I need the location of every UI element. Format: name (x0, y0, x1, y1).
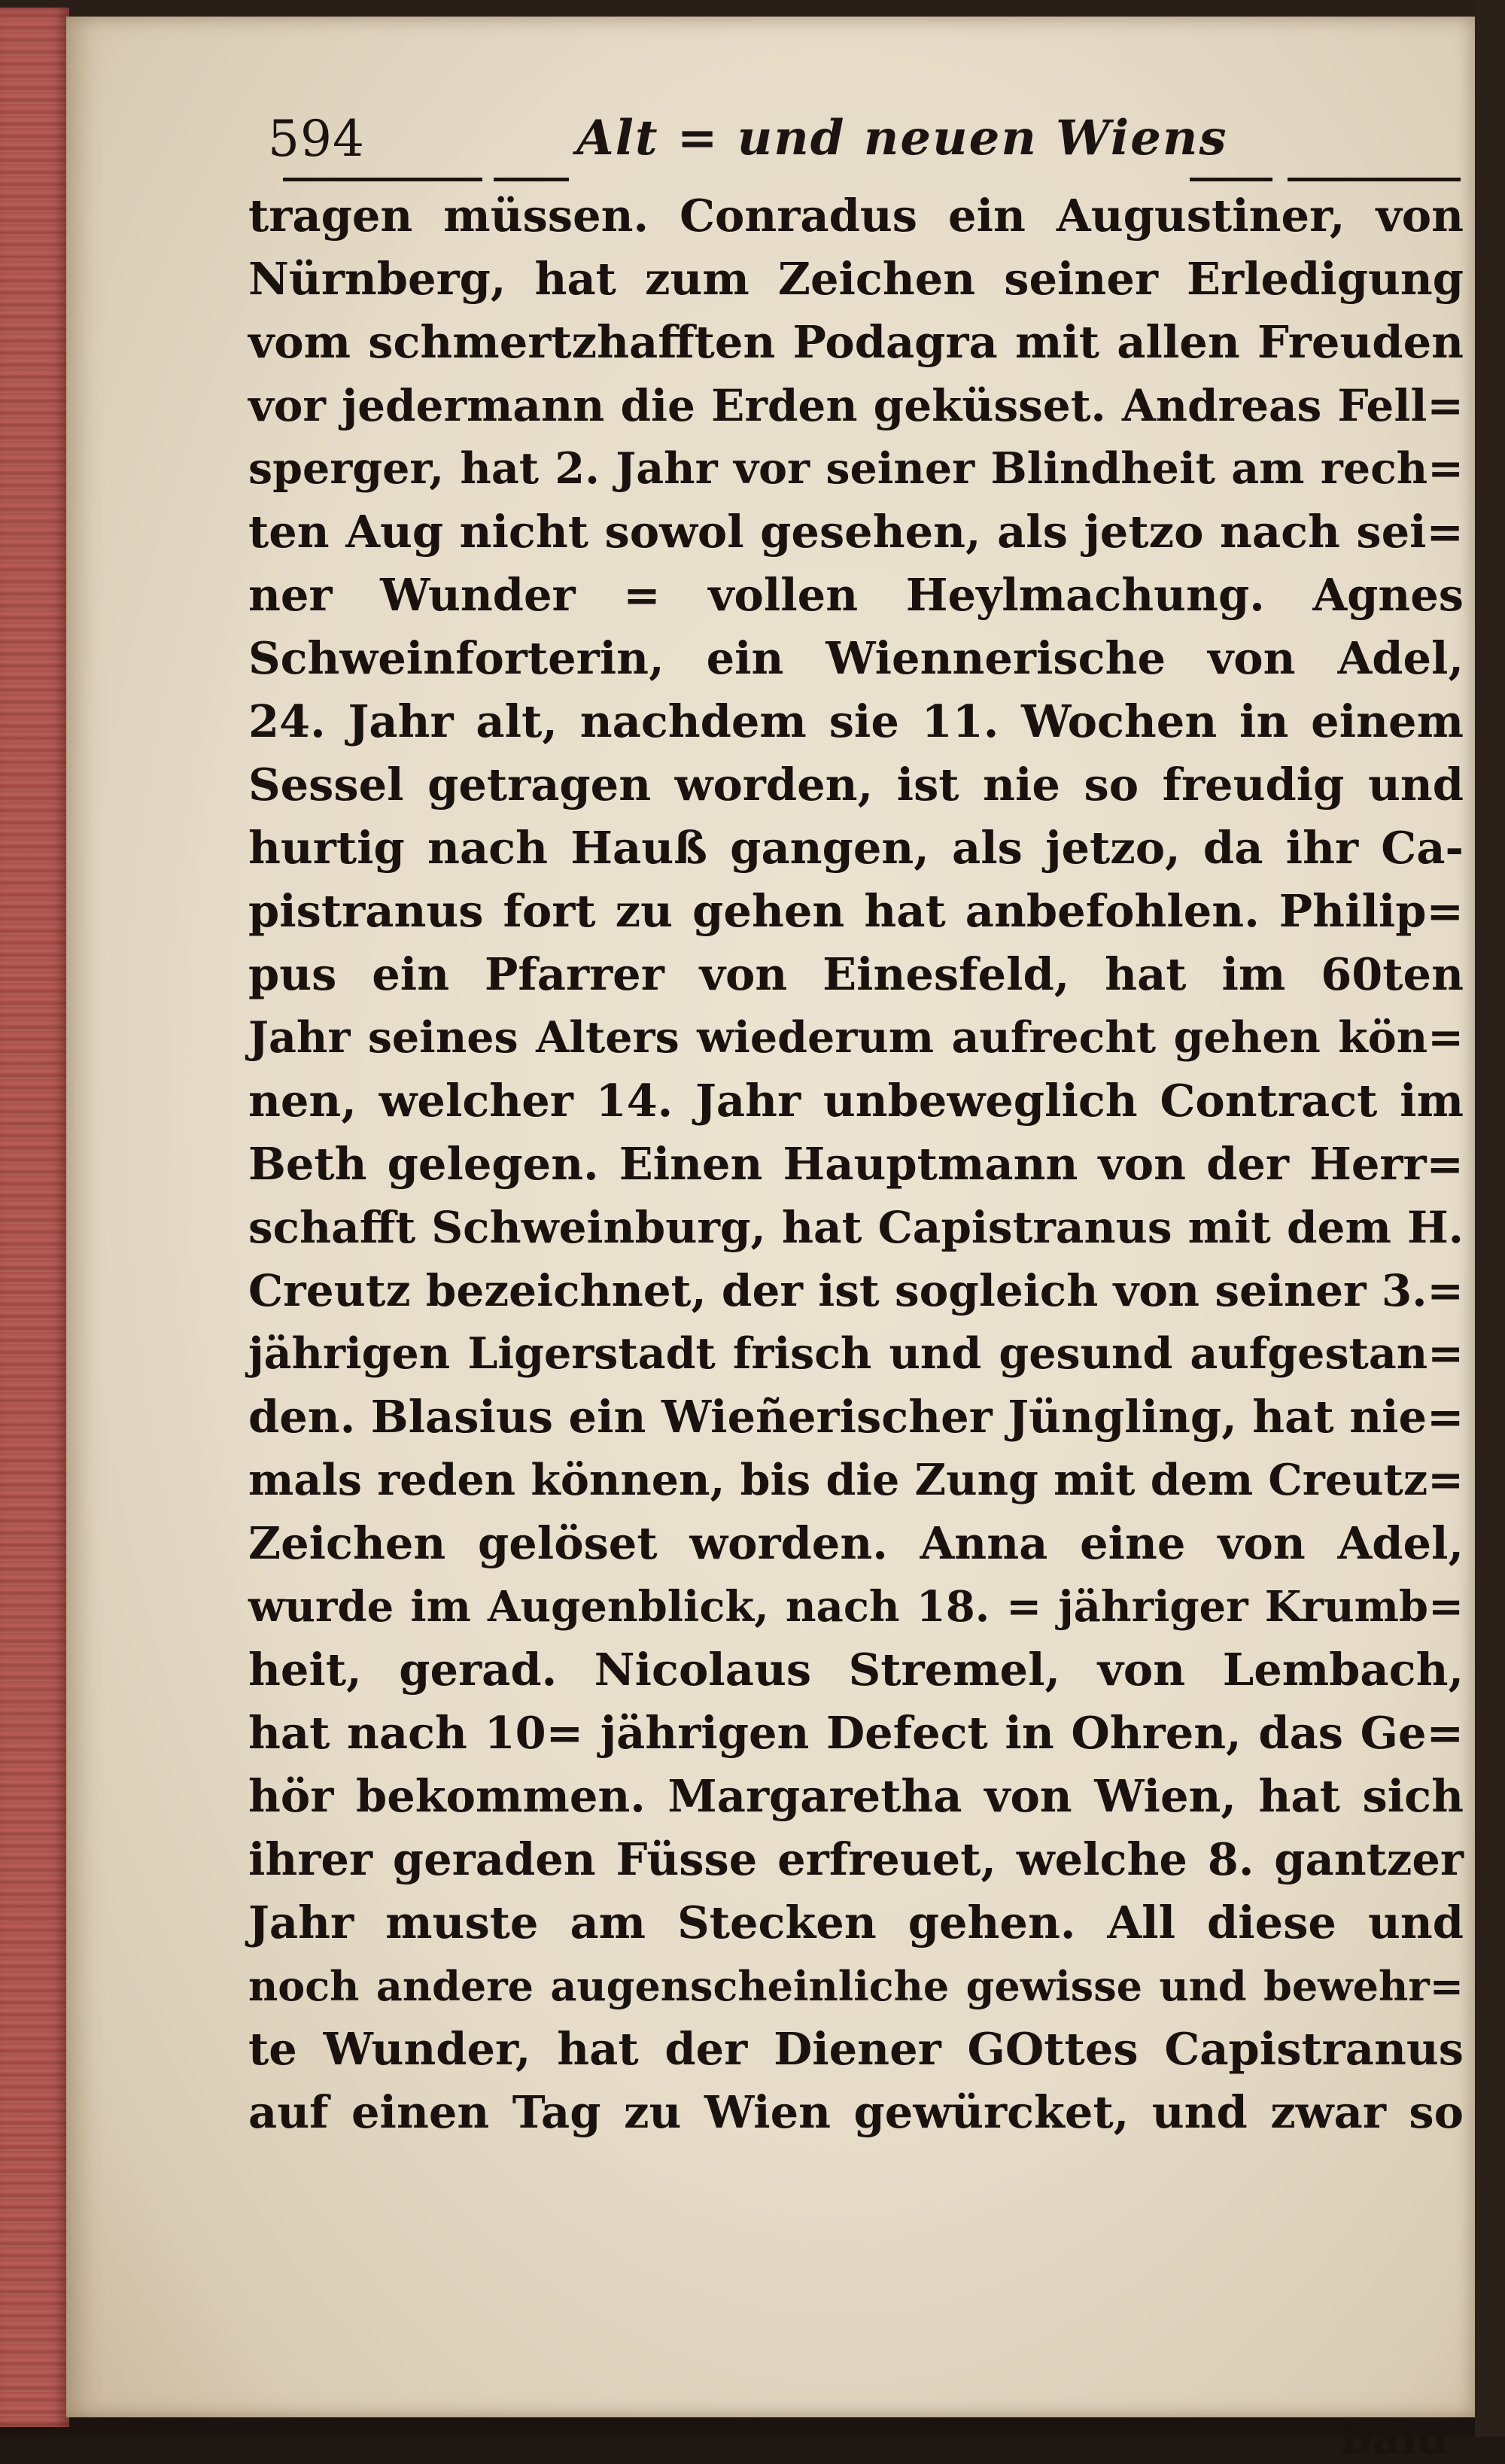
book-page-edges (0, 8, 69, 2427)
text-line: noch andere augenscheinliche gewisse und bewehr= (248, 1962, 1464, 2010)
text-line: hurtig nach Hauß gangen, als jetzo, da ihr Ca- (248, 822, 1464, 874)
header-rule-right (1288, 178, 1461, 181)
text-line: vor jedermann die Erden geküsset. Andreas Fell= (248, 380, 1464, 431)
text-line: auf einen Tag zu Wien gewürcket, und zwar so (248, 2086, 1464, 2138)
page-header (268, 105, 1461, 181)
catchword: bald (1340, 2412, 1449, 2464)
text-line: ner Wunder = vollen Heylmachung. Agnes (248, 569, 1464, 621)
page-number: 594 (268, 110, 365, 168)
text-line: pistranus fort zu gehen hat anbefohlen. Philip= (248, 885, 1464, 937)
text-line: Zeichen gelöset worden. Anna eine von Adel, (248, 1517, 1464, 1569)
text-line: schafft Schweinburg, hat Capistranus mit dem H. (248, 1202, 1464, 1253)
text-line: hat nach 10= jährigen Defect in Ohren, das Ge= (248, 1707, 1464, 1759)
text-line: wurde im Augenblick, nach 18. = jähriger Krumb= (248, 1582, 1464, 1632)
text-line: heit, gerad. Nicolaus Stremel, von Lembach, (248, 1644, 1464, 1696)
text-line: te Wunder, hat der Diener GOttes Capistranus (248, 2023, 1464, 2075)
text-line: nen, welcher 14. Jahr unbeweglich Contract im (248, 1075, 1464, 1127)
text-line: Sessel getragen worden, ist nie so freudig und (248, 759, 1464, 811)
text-line: Nürnberg, hat zum Zeichen seiner Erledigung (248, 253, 1464, 305)
text-line: Creutz bezeichnet, der ist sogleich von seiner 3.= (248, 1265, 1464, 1316)
header-rule-segment (494, 178, 569, 181)
text-line: den. Blasius ein Wieñerischer Jüngling, hat nie= (248, 1391, 1464, 1443)
running-head: Alt = und neuen Wiens (576, 110, 1228, 166)
text-line: sperger, hat 2. Jahr vor seiner Blindheit am rech= (248, 443, 1464, 494)
text-line: Beth gelegen. Einen Hauptmann von der Herr= (248, 1138, 1464, 1190)
text-line: Schweinforterin, ein Wiennerische von Adel, (248, 632, 1464, 684)
text-line: mals reden können, bis die Zung mit dem Creutz= (248, 1455, 1464, 1505)
text-line: Jahr muste am Stecken gehen. All diese und (248, 1897, 1464, 1948)
text-line: 24. Jahr alt, nachdem sie 11. Wochen in einem (248, 695, 1464, 747)
text-line: tragen müssen. Conradus ein Augustiner, von (248, 190, 1464, 242)
text-line: hör bekommen. Margaretha von Wien, hat sich (248, 1770, 1464, 1822)
scan-right-edge (1475, 0, 1505, 2437)
header-rule-segment (1190, 178, 1272, 181)
body-text (248, 184, 1464, 2464)
text-line: Jahr seines Alters wiederum aufrecht gehen kön= (248, 1012, 1464, 1063)
text-line: vom schmertzhafften Podagra mit allen Freuden (248, 316, 1464, 368)
text-line: ihrer geraden Füsse erfreuet, welche 8. gantzer (248, 1833, 1464, 1885)
text-line: pus ein Pfarrer von Einesfeld, hat im 60ten (248, 948, 1464, 1000)
text-line: jährigen Ligerstadt frisch und gesund aufgestan= (248, 1328, 1464, 1379)
header-rule-left (283, 178, 482, 181)
text-line: ten Aug nicht sowol gesehen, als jetzo nach sei= (248, 506, 1464, 558)
